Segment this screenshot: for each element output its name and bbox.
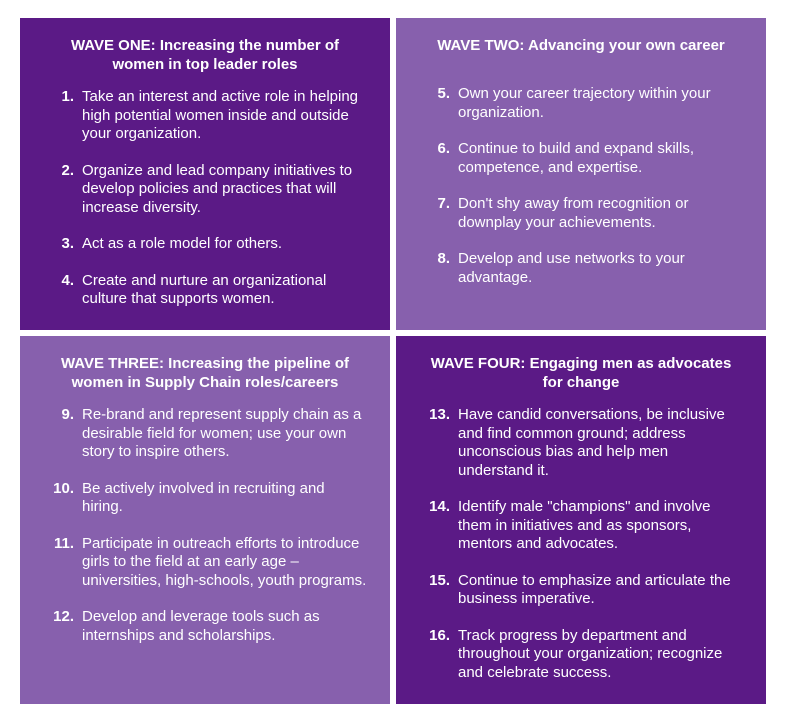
list-item [42, 235, 368, 254]
wave-one-title: WAVE ONE: Increasing the number of women in top leader roles [70, 37, 340, 73]
list-item [418, 406, 744, 480]
wave-one-panel [20, 18, 390, 330]
wave-four-list [418, 406, 744, 682]
list-item [42, 162, 368, 218]
item-number: 16. [429, 626, 450, 644]
item-text: Organize and lead company initiatives to develop policies and practices that will increase diversity. [82, 161, 353, 216]
list-item [418, 140, 744, 177]
list-item [418, 85, 744, 122]
list-item [42, 535, 368, 591]
item-number: 15. [429, 571, 450, 589]
list-item [418, 498, 744, 554]
item-number: 10. [53, 479, 74, 497]
item-number: 11. [53, 534, 74, 552]
list-item [418, 572, 744, 609]
list-item [42, 608, 368, 645]
item-number: 1. [61, 88, 74, 105]
wave-two-panel [396, 18, 766, 330]
item-number: 8. [437, 250, 450, 267]
list-item [42, 406, 368, 462]
item-number: 7. [437, 195, 450, 212]
item-text: Have candid conversations, be inclusive and find common ground; address unconscious bias and help men understand it. [458, 406, 725, 479]
item-text: Track progress by department and throughout your organization; recognize and celebrate success. [458, 626, 723, 681]
item-text: Develop and use networks to your advantage. [458, 250, 685, 286]
item-text: Be actively involved in recruiting and hiring. [82, 479, 325, 515]
item-number: 2. [61, 161, 74, 179]
wave-four-title: WAVE FOUR: Engaging men as advocates for change [430, 355, 732, 391]
wave-two-list [418, 85, 744, 287]
wave-two-title: WAVE TWO: Advancing your own career [437, 37, 725, 54]
item-text: Continue to build and expand skills, competence, and expertise. [458, 140, 694, 176]
wave-three-title: WAVE THREE: Increasing the pipeline of women in Supply Chain roles/careers [60, 355, 350, 391]
item-text: Create and nurture an organizational culture that supports women. [82, 271, 327, 307]
item-number: 6. [437, 140, 450, 157]
item-number: 3. [61, 235, 74, 252]
item-text: Re-brand and represent supply chain as a desirable field for women; use your own story to inspire others. [82, 406, 362, 460]
item-number: 9. [61, 406, 74, 423]
list-item [42, 88, 368, 144]
item-text: Don't shy away from recognition or downplay your achievements. [458, 195, 689, 231]
item-number: 12. [53, 608, 74, 625]
item-number: 5. [437, 85, 450, 102]
item-text: Identify male "champions" and involve them in initiatives and as sponsors, mentors and advocates. [458, 498, 711, 552]
item-number: 4. [61, 271, 74, 289]
list-item [418, 627, 744, 683]
wave-four-panel [396, 336, 766, 704]
wave-three-list [42, 406, 368, 645]
wave-one-list [42, 88, 368, 309]
item-number: 13. [429, 406, 450, 423]
list-item [418, 195, 744, 232]
item-text: Own your career trajectory within your organization. [458, 85, 711, 121]
item-text: Take an interest and active role in helping high potential women inside and outside your organization. [82, 88, 359, 142]
list-item [42, 480, 368, 517]
item-text: Develop and leverage tools such as internships and scholarships. [82, 608, 320, 644]
wave-three-panel [20, 336, 390, 704]
item-text: Continue to emphasize and articulate the business imperative. [458, 571, 731, 607]
item-text: Act as a role model for others. [82, 235, 283, 252]
item-text: Participate in outreach efforts to introduce girls to the field at an early age – universities, high-schools, youth programs. [82, 534, 367, 589]
list-item [418, 250, 744, 287]
item-number: 14. [429, 498, 450, 515]
list-item [42, 272, 368, 309]
